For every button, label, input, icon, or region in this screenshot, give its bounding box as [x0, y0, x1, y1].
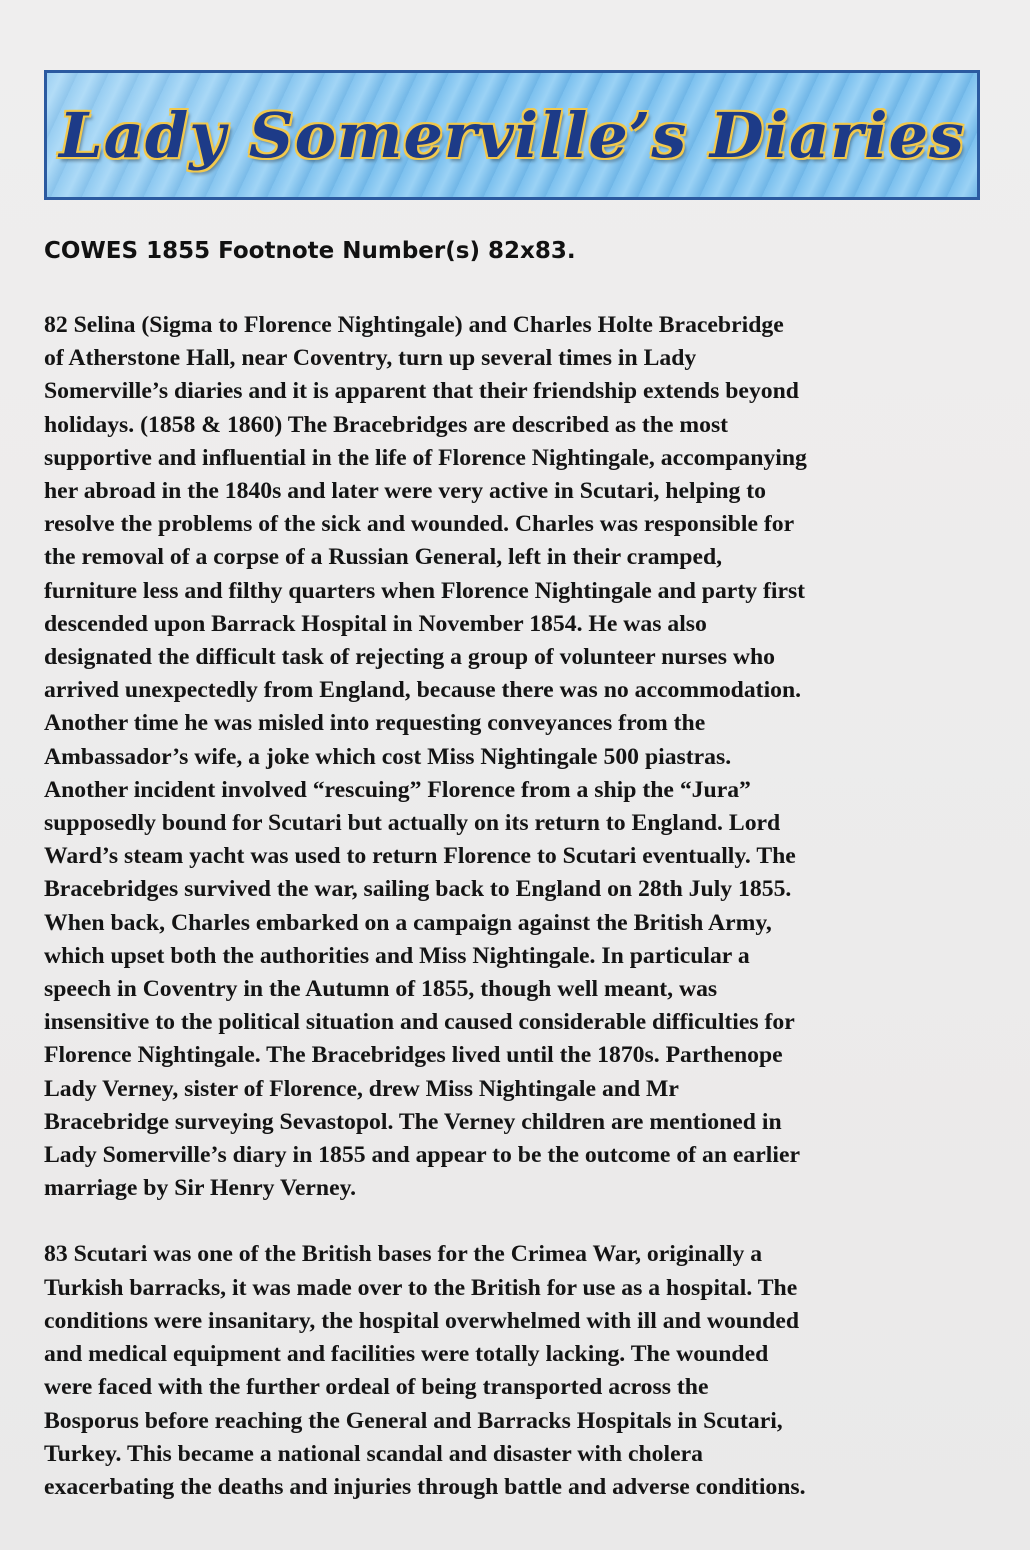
footnote-82-line: speech in Coventry in the Autumn of 1855, though well meant, was: [44, 976, 718, 1003]
footnote-82-line: Ambassador’s wife, a joke which cost Miss Nightingale 500 piastras.: [44, 743, 732, 770]
footnote-82-line: Another incident involved “rescuing” Florence from a ship the “Jura”: [44, 776, 751, 803]
footnote-82-line: which upset both the authorities and Miss Nightingale. In particular a: [44, 942, 750, 969]
footnote-82-line: Somerville’s diaries and it is apparent that their friendship extends beyond: [44, 378, 799, 405]
footnote-82-line: Bracebridge surveying Sevastopol. The Verney children are mentioned in: [44, 1108, 782, 1135]
footnote-82-line: descended upon Barrack Hospital in November 1854. He was also: [44, 610, 707, 637]
footnote-83-line: conditions were insanitary, the hospital overwhelmed with ill and wounded: [44, 1307, 800, 1334]
footnote-83-line: exacerbating the deaths and injuries through battle and adverse conditions.: [44, 1473, 806, 1500]
footnote-83-line: Turkish barracks, it was made over to the British for use as a hospital. The: [44, 1274, 798, 1301]
footnote-83: [44, 1238, 994, 1504]
footnote-82-line: Another time he was misled into requesting conveyances from the: [44, 710, 706, 737]
footnote-82-line: 82 Selina (Sigma to Florence Nightingale) and Charles Holte Bracebridge: [44, 312, 784, 338]
footnote-82-line: the removal of a corpse of a Russian General, left in their cramped,: [44, 544, 723, 571]
footnote-82-line: her abroad in the 1840s and later were very active in Scutari, helping to: [44, 478, 767, 505]
footnote-82-line: supposedly bound for Scutari but actually on its return to England. Lord: [44, 810, 781, 837]
footnote-82-line: marriage by Sir Henry Verney.: [44, 1175, 357, 1202]
footnote-82-line: When back, Charles embarked on a campaign against the British Army,: [44, 909, 772, 936]
footnote-82-line: Florence Nightingale. The Bracebridges lived until the 1870s. Parthenope: [44, 1042, 783, 1069]
footnote-82-line: Lady Somerville’s diary in 1855 and appear to be the outcome of an earlier: [44, 1142, 800, 1169]
page-heading: COWES 1855 Footnote Number(s) 82x83.: [44, 238, 576, 264]
footnotes-body: [44, 309, 994, 1504]
footnote-82-line: furniture less and filthy quarters when Florence Nightingale and party first: [44, 577, 806, 604]
footnote-83-line: were faced with the further ordeal of being transported across the: [44, 1374, 709, 1401]
banner-title: Lady Somerville’s Diaries: [59, 98, 965, 172]
footnote-82-line: Lady Verney, sister of Florence, drew Miss Nightingale and Mr: [44, 1075, 679, 1102]
footnote-83-line: and medical equipment and facilities were totally lacking. The wounded: [44, 1341, 769, 1368]
footnote-82-line: holidays. (1858 & 1860) The Bracebridges are described as the most: [44, 411, 729, 438]
footnote-82: [44, 309, 994, 1205]
footnote-83-line: 83 Scutari was one of the British bases for the Crimea War, originally a: [44, 1241, 763, 1268]
footnote-83-line: Bosporus before reaching the General and Barracks Hospitals in Scutari,: [44, 1407, 783, 1434]
paragraph-spacer: [44, 1205, 994, 1238]
footnote-82-line: insensitive to the political situation and caused considerable difficulties for: [44, 1009, 795, 1036]
footnote-83-line: Turkey. This became a national scandal and disaster with cholera: [44, 1440, 703, 1467]
footnote-82-line: resolve the problems of the sick and wounded. Charles was responsible for: [44, 511, 795, 538]
footnote-82-line: Ward’s steam yacht was used to return Florence to Scutari eventually. The: [44, 843, 796, 870]
footnote-82-line: Bracebridges survived the war, sailing back to England on 28th July 1855.: [44, 876, 792, 903]
footnote-82-line: of Atherstone Hall, near Coventry, turn up several times in Lady: [44, 345, 697, 372]
title-banner: [44, 70, 980, 200]
footnote-82-line: designated the difficult task of rejecting a group of volunteer nurses who: [44, 644, 776, 671]
footnote-82-line: arrived unexpectedly from England, because there was no accommodation.: [44, 677, 802, 704]
footnote-82-line: supportive and influential in the life of Florence Nightingale, accompanying: [44, 444, 807, 471]
